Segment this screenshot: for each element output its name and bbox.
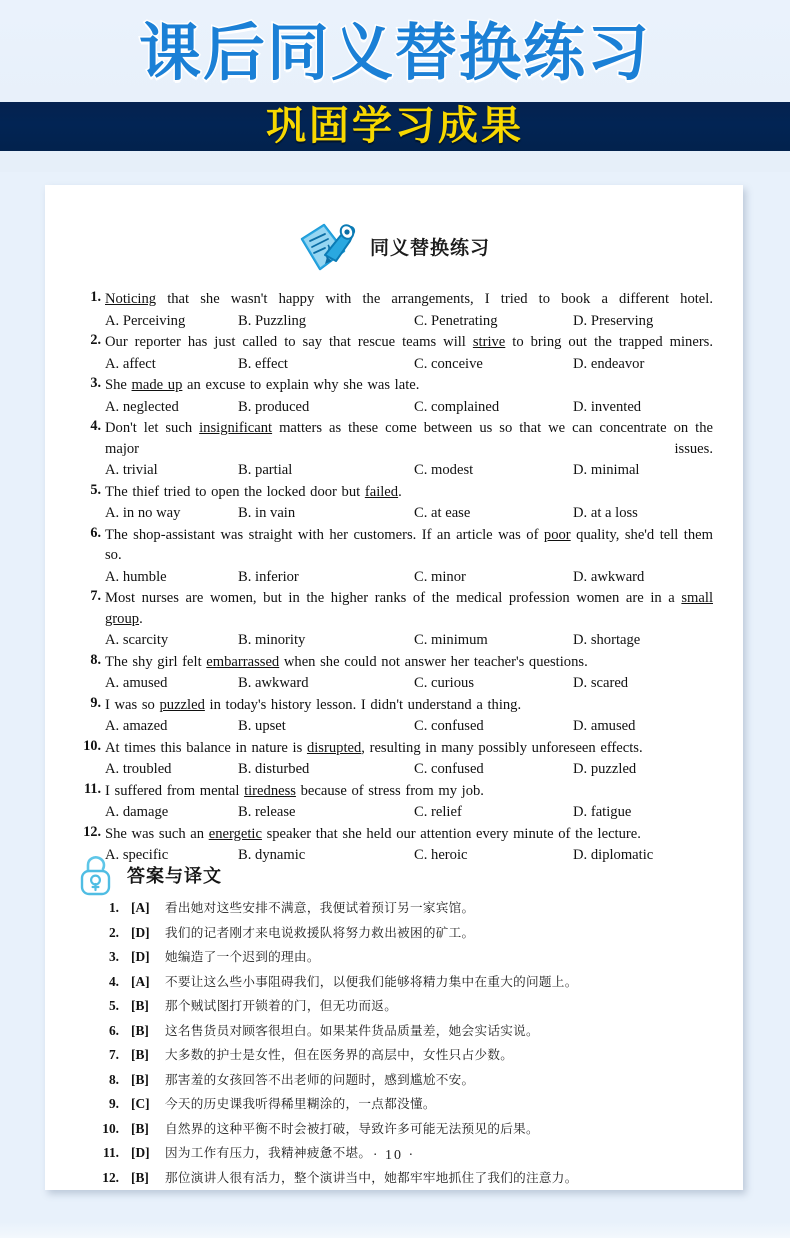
- option-choice[interactable]: B. upset: [238, 718, 286, 734]
- option-choice[interactable]: D. diplomatic: [573, 847, 654, 863]
- answer-key: [B]: [131, 1120, 149, 1136]
- answer-translation: 那害羞的女孩回答不出老师的问题时，感到尴尬不安。: [165, 1071, 475, 1087]
- exercise-section-label: 同义替换练习: [369, 236, 490, 259]
- option-choice[interactable]: C. minor: [414, 568, 466, 585]
- answer-row: [85, 1093, 715, 1112]
- option-choice[interactable]: D. endeavor: [573, 355, 645, 372]
- question-number: 6.: [90, 524, 101, 541]
- answer-key: [A]: [131, 900, 150, 915]
- option-choice[interactable]: B. awkward: [238, 675, 309, 691]
- option-choice[interactable]: C. complained: [414, 398, 500, 415]
- question-number: 10.: [83, 737, 101, 754]
- option-choice[interactable]: D. at a loss: [573, 505, 638, 521]
- question-number: 8.: [90, 651, 101, 668]
- answer-row: [85, 1020, 715, 1039]
- answer-key: [D]: [131, 1145, 150, 1160]
- question-keyword: insignificant: [199, 420, 273, 436]
- answer-row: [85, 897, 715, 916]
- question-keyword: small group: [105, 590, 713, 627]
- question-keyword: failed: [364, 483, 399, 500]
- question-keyword: embarrassed: [206, 653, 280, 670]
- answer-section-label: 答案与译文: [127, 866, 222, 887]
- answer-row: [85, 995, 715, 1014]
- question-stem: Don't let such insignificant matters as these come between us so that we can concentrate on the major issues.: [105, 420, 713, 457]
- question-stem: I suffered from mental tiredness because of stress from my job.: [105, 782, 484, 799]
- exercise-section-heading: [45, 217, 743, 275]
- answer-number: 8.: [108, 1071, 119, 1087]
- question-keyword: strive: [472, 334, 506, 350]
- answer-key: [B]: [131, 1169, 149, 1185]
- question-stem: The shop-assistant was straight with her customers. If an article was of poor quality, she'd tell them so.: [105, 526, 713, 563]
- answer-number: 10.: [102, 1120, 119, 1136]
- option-choice[interactable]: C. at ease: [414, 505, 471, 521]
- option-choice[interactable]: A. trivial: [105, 462, 158, 478]
- answer-number: 11.: [103, 1145, 119, 1160]
- question-number: 3.: [90, 375, 101, 391]
- question-keyword: disrupted: [306, 739, 362, 756]
- answer-number: 3.: [108, 949, 119, 964]
- option-choice[interactable]: A. humble: [105, 568, 167, 585]
- answer-number: 4.: [108, 973, 119, 989]
- padlock-icon: [77, 853, 117, 897]
- question-stem: Most nurses are women, but in the higher ranks of the medical profession women are in a small group.: [105, 590, 713, 627]
- question-stem: She made up an excuse to explain why she was late.: [105, 377, 420, 393]
- banner-title: 课后同义替换练习: [138, 16, 651, 89]
- question-number: 7.: [90, 588, 101, 604]
- option-choice[interactable]: B. inferior: [238, 568, 299, 585]
- option-choice[interactable]: C. conceive: [414, 355, 483, 372]
- option-choice[interactable]: C. modest: [414, 462, 474, 478]
- option-choice[interactable]: B. minority: [238, 632, 306, 648]
- answer-translation: 她编造了一个迟到的理由。: [165, 949, 320, 964]
- option-choice[interactable]: C. relief: [414, 804, 462, 820]
- option-choice[interactable]: C. confused: [414, 718, 484, 734]
- question-stem: Our reporter has just called to say that rescue teams will strive to bring out the trapped miners.: [105, 334, 714, 350]
- question-row: [79, 525, 713, 566]
- question-row: [79, 418, 713, 459]
- answer-key: [B]: [131, 998, 149, 1013]
- question-stem: The thief tried to open the locked door but failed.: [105, 483, 402, 500]
- page-number: · 10 ·: [372, 1148, 416, 1163]
- exercise-list: [79, 289, 713, 867]
- question-stem: I was so puzzled in today's history lesson. I didn't understand a thing.: [105, 696, 522, 713]
- option-choice[interactable]: D. minimal: [573, 462, 640, 478]
- answer-number: 6.: [108, 1022, 119, 1038]
- answer-number: 1.: [108, 900, 119, 915]
- answer-translation: 这名售货员对顾客很坦白。如果某件货品质量差，她会实话实说。: [165, 1022, 539, 1038]
- question-stem: The shy girl felt embarrassed when she could not answer her teacher's questions.: [105, 653, 588, 670]
- option-row: [105, 354, 713, 375]
- option-choice[interactable]: B. effect: [238, 355, 288, 372]
- option-choice[interactable]: A. amazed: [105, 718, 168, 734]
- option-choice[interactable]: B. dynamic: [238, 847, 306, 863]
- answer-row: [85, 946, 715, 965]
- question-row: [79, 695, 713, 716]
- answer-row: [85, 1044, 715, 1063]
- answer-key: [D]: [131, 949, 150, 964]
- option-choice[interactable]: A. damage: [105, 804, 169, 820]
- question-row: [79, 781, 713, 802]
- answer-key: [B]: [131, 1022, 149, 1038]
- option-choice[interactable]: D. puzzled: [573, 761, 637, 777]
- answer-key: [A]: [131, 973, 150, 989]
- bottom-strip: [0, 1222, 790, 1238]
- option-choice[interactable]: C. Penetrating: [414, 312, 498, 329]
- option-choice[interactable]: A. in no way: [105, 505, 181, 521]
- option-choice[interactable]: A. Perceiving: [105, 312, 186, 329]
- option-row: [105, 630, 713, 651]
- question-number: 1.: [90, 289, 101, 305]
- answer-row: [85, 1118, 715, 1137]
- answer-number: 5.: [108, 998, 119, 1013]
- option-choice[interactable]: D. invented: [573, 398, 642, 415]
- question-keyword: puzzled: [159, 696, 205, 713]
- question-number: 4.: [90, 418, 101, 434]
- question-stem: At times this balance in nature is disrupted, resulting in many possibly unforeseen effects.: [105, 739, 643, 756]
- option-choice[interactable]: D. fatigue: [573, 804, 632, 820]
- answer-key: [B]: [131, 1071, 149, 1087]
- option-choice[interactable]: A. scarcity: [105, 632, 169, 648]
- question-keyword: Noticing: [105, 291, 157, 307]
- answer-row: [85, 1167, 715, 1186]
- option-row: [105, 673, 713, 694]
- option-choice[interactable]: C. confused: [414, 761, 484, 777]
- option-choice[interactable]: B. in vain: [238, 505, 296, 521]
- answer-translation: 今天的历史课我听得稀里糊涂的，一点都没懂。: [165, 1096, 436, 1111]
- banner-subtitle: 巩固学习成果: [266, 103, 524, 149]
- question-number: 2.: [90, 332, 101, 348]
- hand-writing-on-paper-icon: [298, 217, 358, 275]
- answer-row: [85, 971, 715, 990]
- option-row: [105, 759, 713, 780]
- answer-number: 7.: [108, 1047, 119, 1062]
- option-row: [105, 503, 713, 524]
- option-choice[interactable]: A. amused: [105, 675, 168, 691]
- question-keyword: made up: [131, 377, 183, 393]
- answer-translation: 我们的记者刚才来电说救援队将努力救出被困的矿工。: [165, 924, 475, 940]
- option-choice[interactable]: D. awkward: [573, 568, 645, 585]
- option-choice[interactable]: B. release: [238, 804, 296, 820]
- question-stem: Noticing that she wasn't happy with the arrangements, I tried to book a different hotel.: [105, 291, 713, 307]
- question-keyword: tiredness: [244, 782, 296, 799]
- answer-list: [85, 897, 715, 1191]
- option-choice[interactable]: D. scared: [573, 675, 629, 691]
- answer-row: [85, 1069, 715, 1088]
- option-choice[interactable]: C. curious: [414, 675, 474, 691]
- answer-translation: 那个贼试图打开锁着的门，但无功而返。: [165, 998, 398, 1013]
- option-row: [105, 567, 713, 588]
- option-choice[interactable]: D. amused: [573, 718, 636, 734]
- option-choice[interactable]: A. neglected: [105, 398, 179, 415]
- answer-row: [85, 922, 715, 941]
- option-choice[interactable]: D. Preserving: [573, 312, 654, 329]
- question-row: [79, 375, 713, 396]
- answer-translation: 看出她对这些安排不满意，我便试着预订另一家宾馆。: [165, 900, 475, 915]
- option-choice[interactable]: A. troubled: [105, 761, 172, 777]
- answer-translation: 那位演讲人很有活力，整个演讲当中，她都牢牢地抓住了我们的注意力。: [165, 1169, 578, 1185]
- option-choice[interactable]: A. specific: [105, 847, 169, 863]
- answer-key: [C]: [131, 1096, 150, 1111]
- answer-section-heading: [77, 853, 222, 897]
- question-number: 5.: [90, 481, 101, 498]
- option-choice[interactable]: B. partial: [238, 462, 293, 478]
- page-banner: [0, 0, 790, 172]
- question-number: 12.: [83, 823, 101, 840]
- answer-translation: 不要让这么些小事阻碍我们，以便我们能够将精力集中在重大的问题上。: [165, 973, 578, 989]
- question-row: [79, 738, 713, 759]
- answer-key: [B]: [131, 1047, 149, 1062]
- option-choice[interactable]: B. Puzzling: [238, 312, 307, 329]
- answer-translation: 自然界的这种平衡不时会被打破，导致许多可能无法预见的后果。: [165, 1120, 539, 1136]
- worksheet-page: [45, 185, 743, 1190]
- option-choice[interactable]: C. minimum: [414, 632, 488, 648]
- answer-number: 2.: [108, 924, 119, 940]
- answer-number: 9.: [108, 1096, 119, 1111]
- answer-number: 12.: [102, 1169, 119, 1185]
- option-row: [105, 311, 713, 332]
- question-row: [79, 332, 713, 353]
- option-row: [105, 802, 713, 823]
- question-row: [79, 289, 713, 310]
- question-number: 11.: [84, 780, 101, 797]
- question-stem: She was such an energetic speaker that she held our attention every minute of the lecture.: [105, 825, 641, 842]
- answer-key: [D]: [131, 924, 150, 940]
- question-keyword: energetic: [208, 825, 262, 842]
- question-row: [79, 482, 713, 503]
- option-choice[interactable]: B. disturbed: [238, 761, 310, 777]
- answer-translation: 因为工作有压力，我精神疲惫不堪。: [165, 1145, 372, 1160]
- option-row: [105, 460, 713, 481]
- question-row: [79, 824, 713, 845]
- option-choice[interactable]: A. affect: [105, 355, 156, 372]
- option-choice[interactable]: B. produced: [238, 398, 310, 415]
- question-keyword: poor: [543, 526, 571, 543]
- option-choice[interactable]: C. heroic: [414, 847, 468, 863]
- answer-translation: 大多数的护士是女性，但在医务界的高层中，女性只占少数。: [165, 1047, 514, 1062]
- option-row: [105, 716, 713, 737]
- question-row: [79, 652, 713, 673]
- option-choice[interactable]: D. shortage: [573, 632, 641, 648]
- question-number: 9.: [90, 694, 101, 711]
- option-row: [105, 397, 713, 418]
- question-row: [79, 588, 713, 629]
